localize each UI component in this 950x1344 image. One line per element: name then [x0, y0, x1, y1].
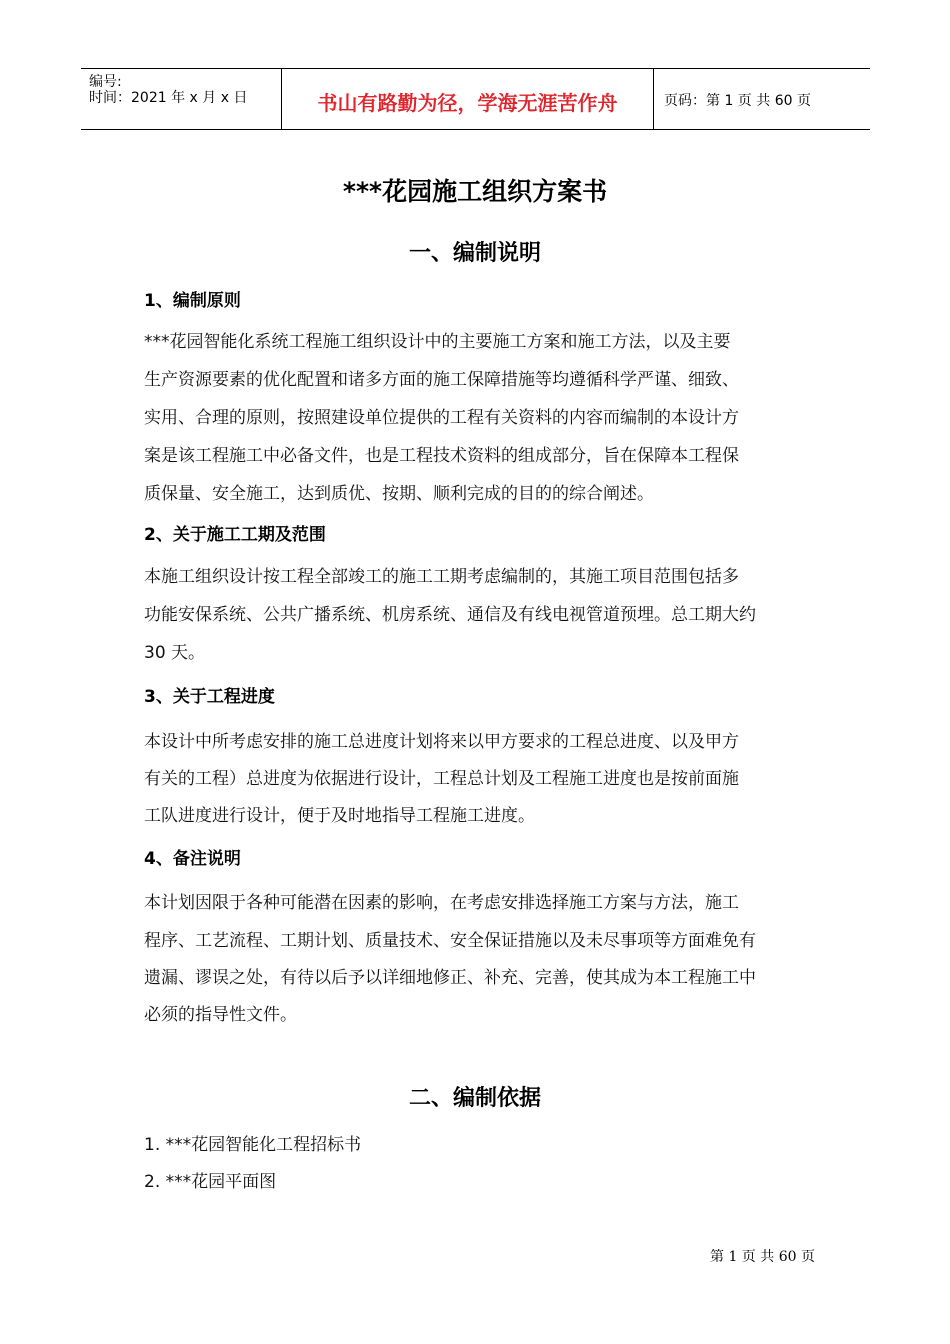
header-meta-cell — [81, 69, 281, 129]
paragraph-line: 遗漏、谬误之处，有待以后予以详细地修正、补充、完善，使其成为本工程施工中 — [144, 968, 756, 988]
paragraph-line: 本施工组织设计按工程全部竣工的施工工期考虑编制的，其施工项目范围包括多 — [144, 567, 739, 587]
paragraph-line: 30 天。 — [144, 643, 206, 663]
time-label: 时间：2021 年 x 月 x 日 — [89, 90, 248, 106]
header-motto-cell — [281, 69, 654, 129]
paragraph-line: ***花园智能化系统工程施工组织设计中的主要施工方案和施工方法，以及主要 — [144, 332, 731, 352]
subsection-heading-1: 1、编制原则 — [144, 291, 241, 311]
paragraph-line: 生产资源要素的优化配置和诸多方面的施工保障措施等均遵循科学严谨、细致、 — [144, 370, 739, 390]
paragraph-line: 本设计中所考虑安排的施工总进度计划将来以甲方要求的工程总进度、以及甲方 — [144, 732, 739, 752]
section-heading-1: 一、编制说明 — [408, 241, 541, 266]
paragraph-line: 案是该工程施工中必备文件，也是工程技术资料的组成部分，旨在保障本工程保 — [144, 446, 739, 466]
paragraph-line: 必须的指导性文件。 — [144, 1005, 297, 1025]
paragraph-line: 本计划因限于各种可能潜在因素的影响，在考虑安排选择施工方案与方法，施工 — [144, 893, 739, 913]
page-header — [81, 68, 870, 130]
header-page-cell — [654, 69, 870, 129]
paragraph-line: 质保量、安全施工，达到质优、按期、顺利完成的目的的综合阐述。 — [144, 484, 654, 504]
subsection-heading-3: 3、关于工程进度 — [144, 687, 275, 707]
list-item: 2. ***花园平面图 — [144, 1172, 277, 1192]
footer-page-info: 第 1 页 共 60 页 — [710, 1249, 815, 1265]
paragraph-line: 功能安保系统、公共广播系统、机房系统、通信及有线电视管道预埋。总工期大约 — [144, 605, 756, 625]
paragraph-line: 程序、工艺流程、工期计划、质量技术、安全保证措施以及未尽事项等方面难免有 — [144, 931, 756, 951]
paragraph-line: 工队进度进行设计，便于及时地指导工程施工进度。 — [144, 806, 535, 826]
header-page-info: 页码：第 1 页 共 60 页 — [664, 93, 811, 109]
paragraph-line: 实用、合理的原则，按照建设单位提供的工程有关资料的内容而编制的本设计方 — [144, 408, 739, 428]
list-item: 1. ***花园智能化工程招标书 — [144, 1135, 362, 1155]
paragraph-line: 有关的工程）总进度为依据进行设计，工程总计划及工程施工进度也是按前面施 — [144, 769, 739, 789]
subsection-heading-2: 2、关于施工工期及范围 — [144, 525, 326, 545]
motto: 书山有路勤为径，学海无涯苦作舟 — [317, 91, 618, 115]
document-title: ***花园施工组织方案书 — [342, 177, 608, 206]
subsection-heading-4: 4、备注说明 — [144, 849, 241, 869]
section-heading-2: 二、编制依据 — [408, 1086, 541, 1111]
code-label: 编号: — [89, 74, 122, 90]
